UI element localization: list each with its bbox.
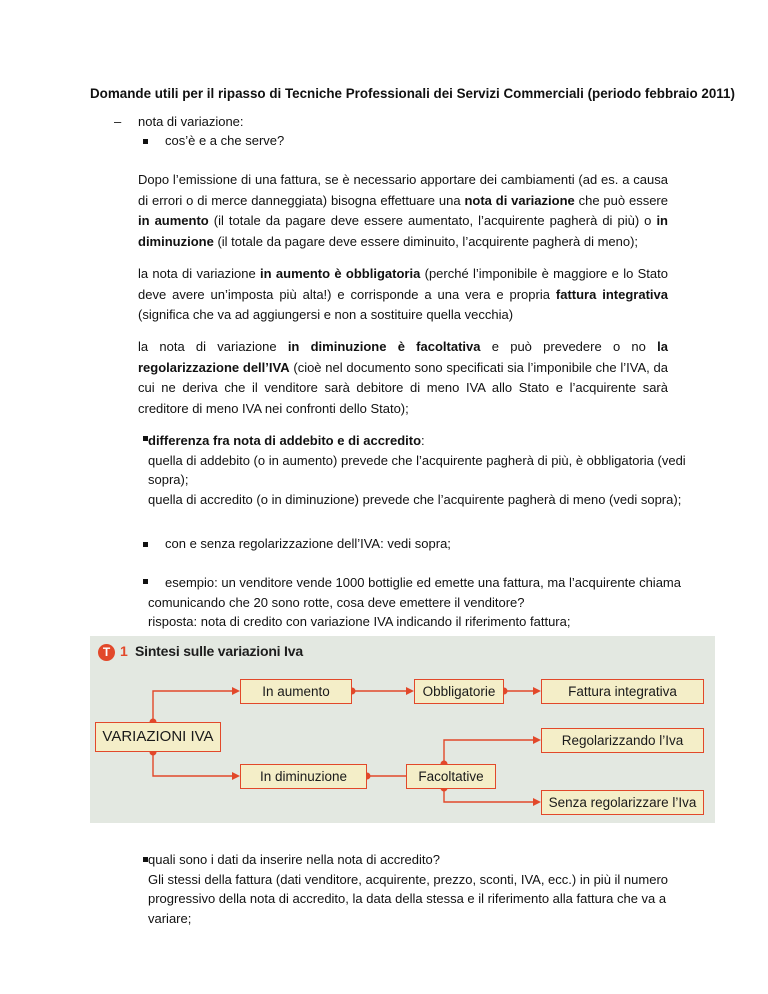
paragraph-definizione: Dopo l’emissione di una fattura, se è necessario apportare dei cambiamenti (ad es. a causa di errori o di merce danneggiata) bisogna effettuare una nota di variazione che può essere in aumento (il totale da pagare deve essere aumentato, l’acquirente pagherà di più) o in diminuzione (il totale da pagare deve essere diminuito, l’acquirente pagherà di meno); [138,172,668,249]
diagram-number-badge: T [98,644,115,661]
paragraph-diminuzione: la nota di variazione in diminuzione è facoltativa e può prevedere o no la regolarizzazione dell’IVA (cioè nel documento sono specificati sia l’imponibile che l’IVA, da cui ne deriva che il venditore sarà debitore di meno IVA allo Stato e l’acquirente sarà creditore di meno IVA nei confronti dello Stato); [138,339,668,416]
diagram-variazioni-iva [90,636,715,823]
paragraph-esempio: esempio: un venditore vende 1000 bottiglie ed emette una fattura, ma l’acquirente chiama comunicando che 20 sono rotte, cosa deve emettere il venditore? risposta: nota di credito con variazione IVA indicando il riferimento fattura; [148,575,681,629]
box-variazioni-iva: VARIAZIONI IVA [95,722,221,752]
diagram-title: Sintesi sulle variazioni Iva [135,643,303,659]
diagram-number: 1 [120,643,128,659]
list-dash: – [114,114,122,129]
box-in-aumento: In aumento [240,679,352,704]
box-senza-regolarizzare: Senza regolarizzare l’Iva [541,790,704,815]
box-regolarizzando-iva: Regolarizzando l’Iva [541,728,704,753]
bullet-icon [143,139,148,144]
document-title: Domande utili per il ripasso di Tecniche Professionali dei Servizi Commerciali (periodo febbraio 2011) [90,86,735,101]
paragraph-regolarizzazione: con e senza regolarizzazione dell’IVA: vedi sopra; [165,536,451,551]
box-in-diminuzione: In diminuzione [240,764,367,789]
paragraph-dati-nota-accredito: quali sono i dati da inserire nella nota di accredito? Gli stessi della fattura (dati venditore, acquirente, prezzo, sconti, IVA, ecc.) in più il numero progressivo della nota di accredito, la data della stessa e il riferimento alla fattura che va a variare; [148,852,668,926]
list-item-nota-variazione: nota di variazione: [138,114,244,129]
question-cos-e: cos’è e a che serve? [165,133,285,148]
box-obbligatorie: Obbligatorie [414,679,504,704]
box-facoltative: Facoltative [406,764,496,789]
box-fattura-integrativa: Fattura integrativa [541,679,704,704]
paragraph-aumento: la nota di variazione in aumento è obbligatoria (perché l’imponibile è maggiore e lo Stato deve avere un’imposta più alta!) e corrisponde a una vera e propria fattura integrativa (significa che va ad aggiungersi e non a sostituire quella vecchia) [138,266,668,322]
paragraph-addebito-accredito: differenza fra nota di addebito e di accredito: quella di addebito (o in aumento) prevede che l’acquirente pagherà di più, è obbligatoria (vedi sopra); quella di accredito (o in diminuzione) prevede che l’acquirente pagherà di meno (vedi sopra); [148,433,686,507]
bullet-icon [143,542,148,547]
